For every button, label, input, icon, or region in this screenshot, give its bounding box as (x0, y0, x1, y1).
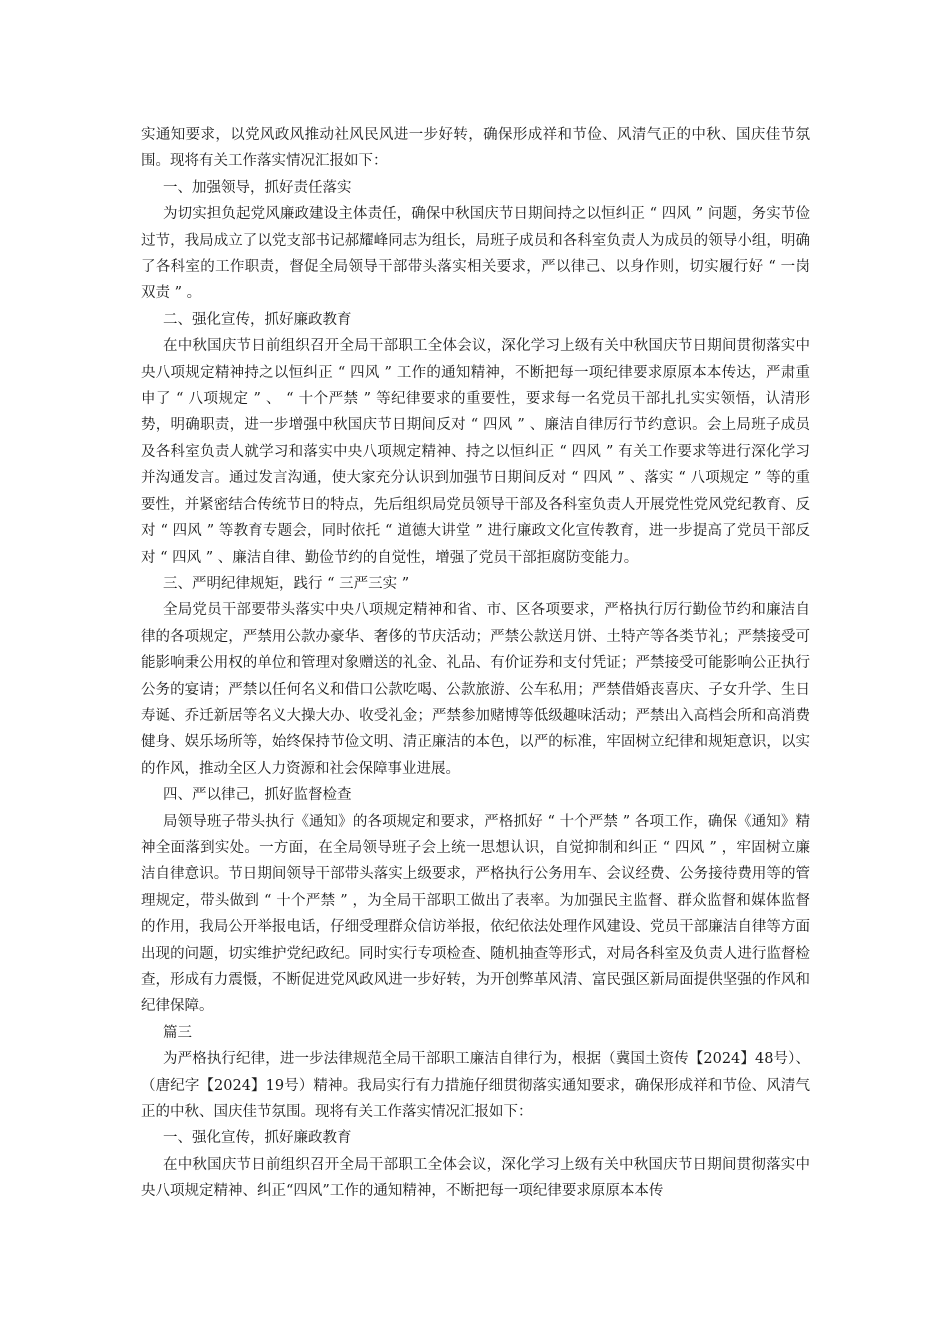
section-heading: 二、强化宣传，抓好廉政教育 (163, 311, 352, 328)
body-paragraph: 在中秋国庆节日前组织召开全局干部职工全体会议，深化学习上级有关中秋国庆节日期间贯彻落实中央八项规定精神持之以恒纠正 “ 四风 ” 工作的通知精神，不断把每一项纪律要求原原本本传达，严肃重申了 “ 八项规定 ” 、 “ 十个严禁 ” 等纪律要求的重要性，要求每一名党员干部扎扎实实领悟，认清形势，明确职责，进一步增强中秋国庆节日期间反对 “ 四风 ” 、廉洁自律厉行节约意识。会上局班子成员及各科室负责人就学习和落实中央八项规定精神、持之以恒纠正 “ 四风 ” 有关工作要求等进行深化学习并沟通发言。通过发言沟通，使大家充分认识到加强节日期间反对 “ 四风 ” 、落实 “ 八项规定 ” 等的重要性，并紧密结合传统节日的特点，先后组织局党员领导干部及各科室负责人开展党性党风党纪教育、反对 “ 四风 ” 等教育专题会，同时依托 “ 道德大讲堂 ” 进行廉政文化宣传教育，进一步提高了党员干部反对 “ 四风 ” 、廉洁自律、勤俭节约的自觉性，增强了党员干部拒腐防变能力。 (141, 338, 810, 566)
body-paragraph: 局领导班子带头执行《通知》的各项规定和要求，严格抓好 “ 十个严禁 ” 各项工作，确保《通知》精神全面落到实处。一方面，在全局领导班子会上统一思想认识，自觉抑制和纠正 “ 四风 ” ，牢固树立廉洁自律意识。节日期间领导干部带头落实上级要求，严格执行公务用车、会议经费、公务接待费用等的管理规定，带头做到 “ 十个严禁 ” ，为全局干部职工做出了表率。为加强民主监督、群众监督和媒体监督的作用，我局公开举报电话，仔细受理群众信访举报，依纪依法处理作风建设、党员干部廉洁自律等方面出现的问题，切实维护党纪政纪。同时实行专项检查、随机抽查等形式，对局各科室及负责人进行监督检查，形成有力震慑，不断促进党风政风进一步好转，为开创弊革风清、富民强区新局面提供坚强的作风和纪律保障。 (141, 813, 810, 1015)
article-heading: 篇三 (163, 1024, 192, 1041)
section-heading: 三、严明纪律规矩，践行 “ 三严三实 ” (163, 575, 410, 592)
body-paragraph: 为严格执行纪律，进一步法律规范全局干部职工廉洁自律行为，根据（冀国土资传【2024】48号）、（唐纪字【2024】19号）精神。我局实行有力措施仔细贯彻落实通知要求，确保形成祥和节俭、风清气正的中秋、国庆佳节氛围。现将有关工作落实情况汇报如下： (141, 1051, 810, 1121)
body-paragraph: 实通知要求，以党风政风推动社风民风进一步好转，确保形成祥和节俭、风清气正的中秋、国庆佳节氛围。现将有关工作落实情况汇报如下： (141, 127, 810, 170)
body-paragraph: 在中秋国庆节日前组织召开全局干部职工全体会议，深化学习上级有关中秋国庆节日期间贯彻落实中央八项规定精神、纠正“四风”工作的通知精神，不断把每一项纪律要求原原本本传 (141, 1156, 810, 1200)
section-heading: 一、加强领导，抓好责任落实 (163, 179, 352, 196)
section-heading: 四、严以律己，抓好监督检查 (163, 787, 352, 804)
body-paragraph: 全局党员干部要带头落实中央八项规定精神和省、市、区各项要求，严格执行厉行勤俭节约和廉洁自律的各项规定，严禁用公款办豪华、奢侈的节庆活动；严禁公款送月饼、土特产等各类节礼；严禁接受可能影响秉公用权的单位和管理对象赠送的礼金、礼品、有价证券和支付凭证；严禁接受可能影响公正执行公务的宴请；严禁以任何名义和借口公款吃喝、公款旅游、公车私用；严禁借婚丧喜庆、子女升学、生日寿诞、乔迁新居等名义大操大办、收受礼金；严禁参加赌博等低级趣味活动；严禁出入高档会所和高消费健身、娱乐场所等，始终保持节俭文明、清正廉洁的本色，以严的标准，牢固树立纪律和规矩意识，以实的作风，推动全区人力资源和社会保障事业进展。 (141, 602, 810, 777)
document-page (141, 122, 810, 1205)
body-paragraph: 为切实担负起党风廉政建设主体责任，确保中秋国庆节日期间持之以恒纠正 “ 四风 ” 问题，务实节俭过节，我局成立了以党支部书记郝耀峰同志为组长，局班子成员和各科室负责人为成员的领导小组，明确了各科室的工作职责，督促全局领导干部带头落实相关要求，严以律己、以身作则，切实履行好 “ 一岗双责 ” 。 (141, 206, 810, 302)
section-heading: 一、强化宣传，抓好廉政教育 (163, 1130, 352, 1147)
